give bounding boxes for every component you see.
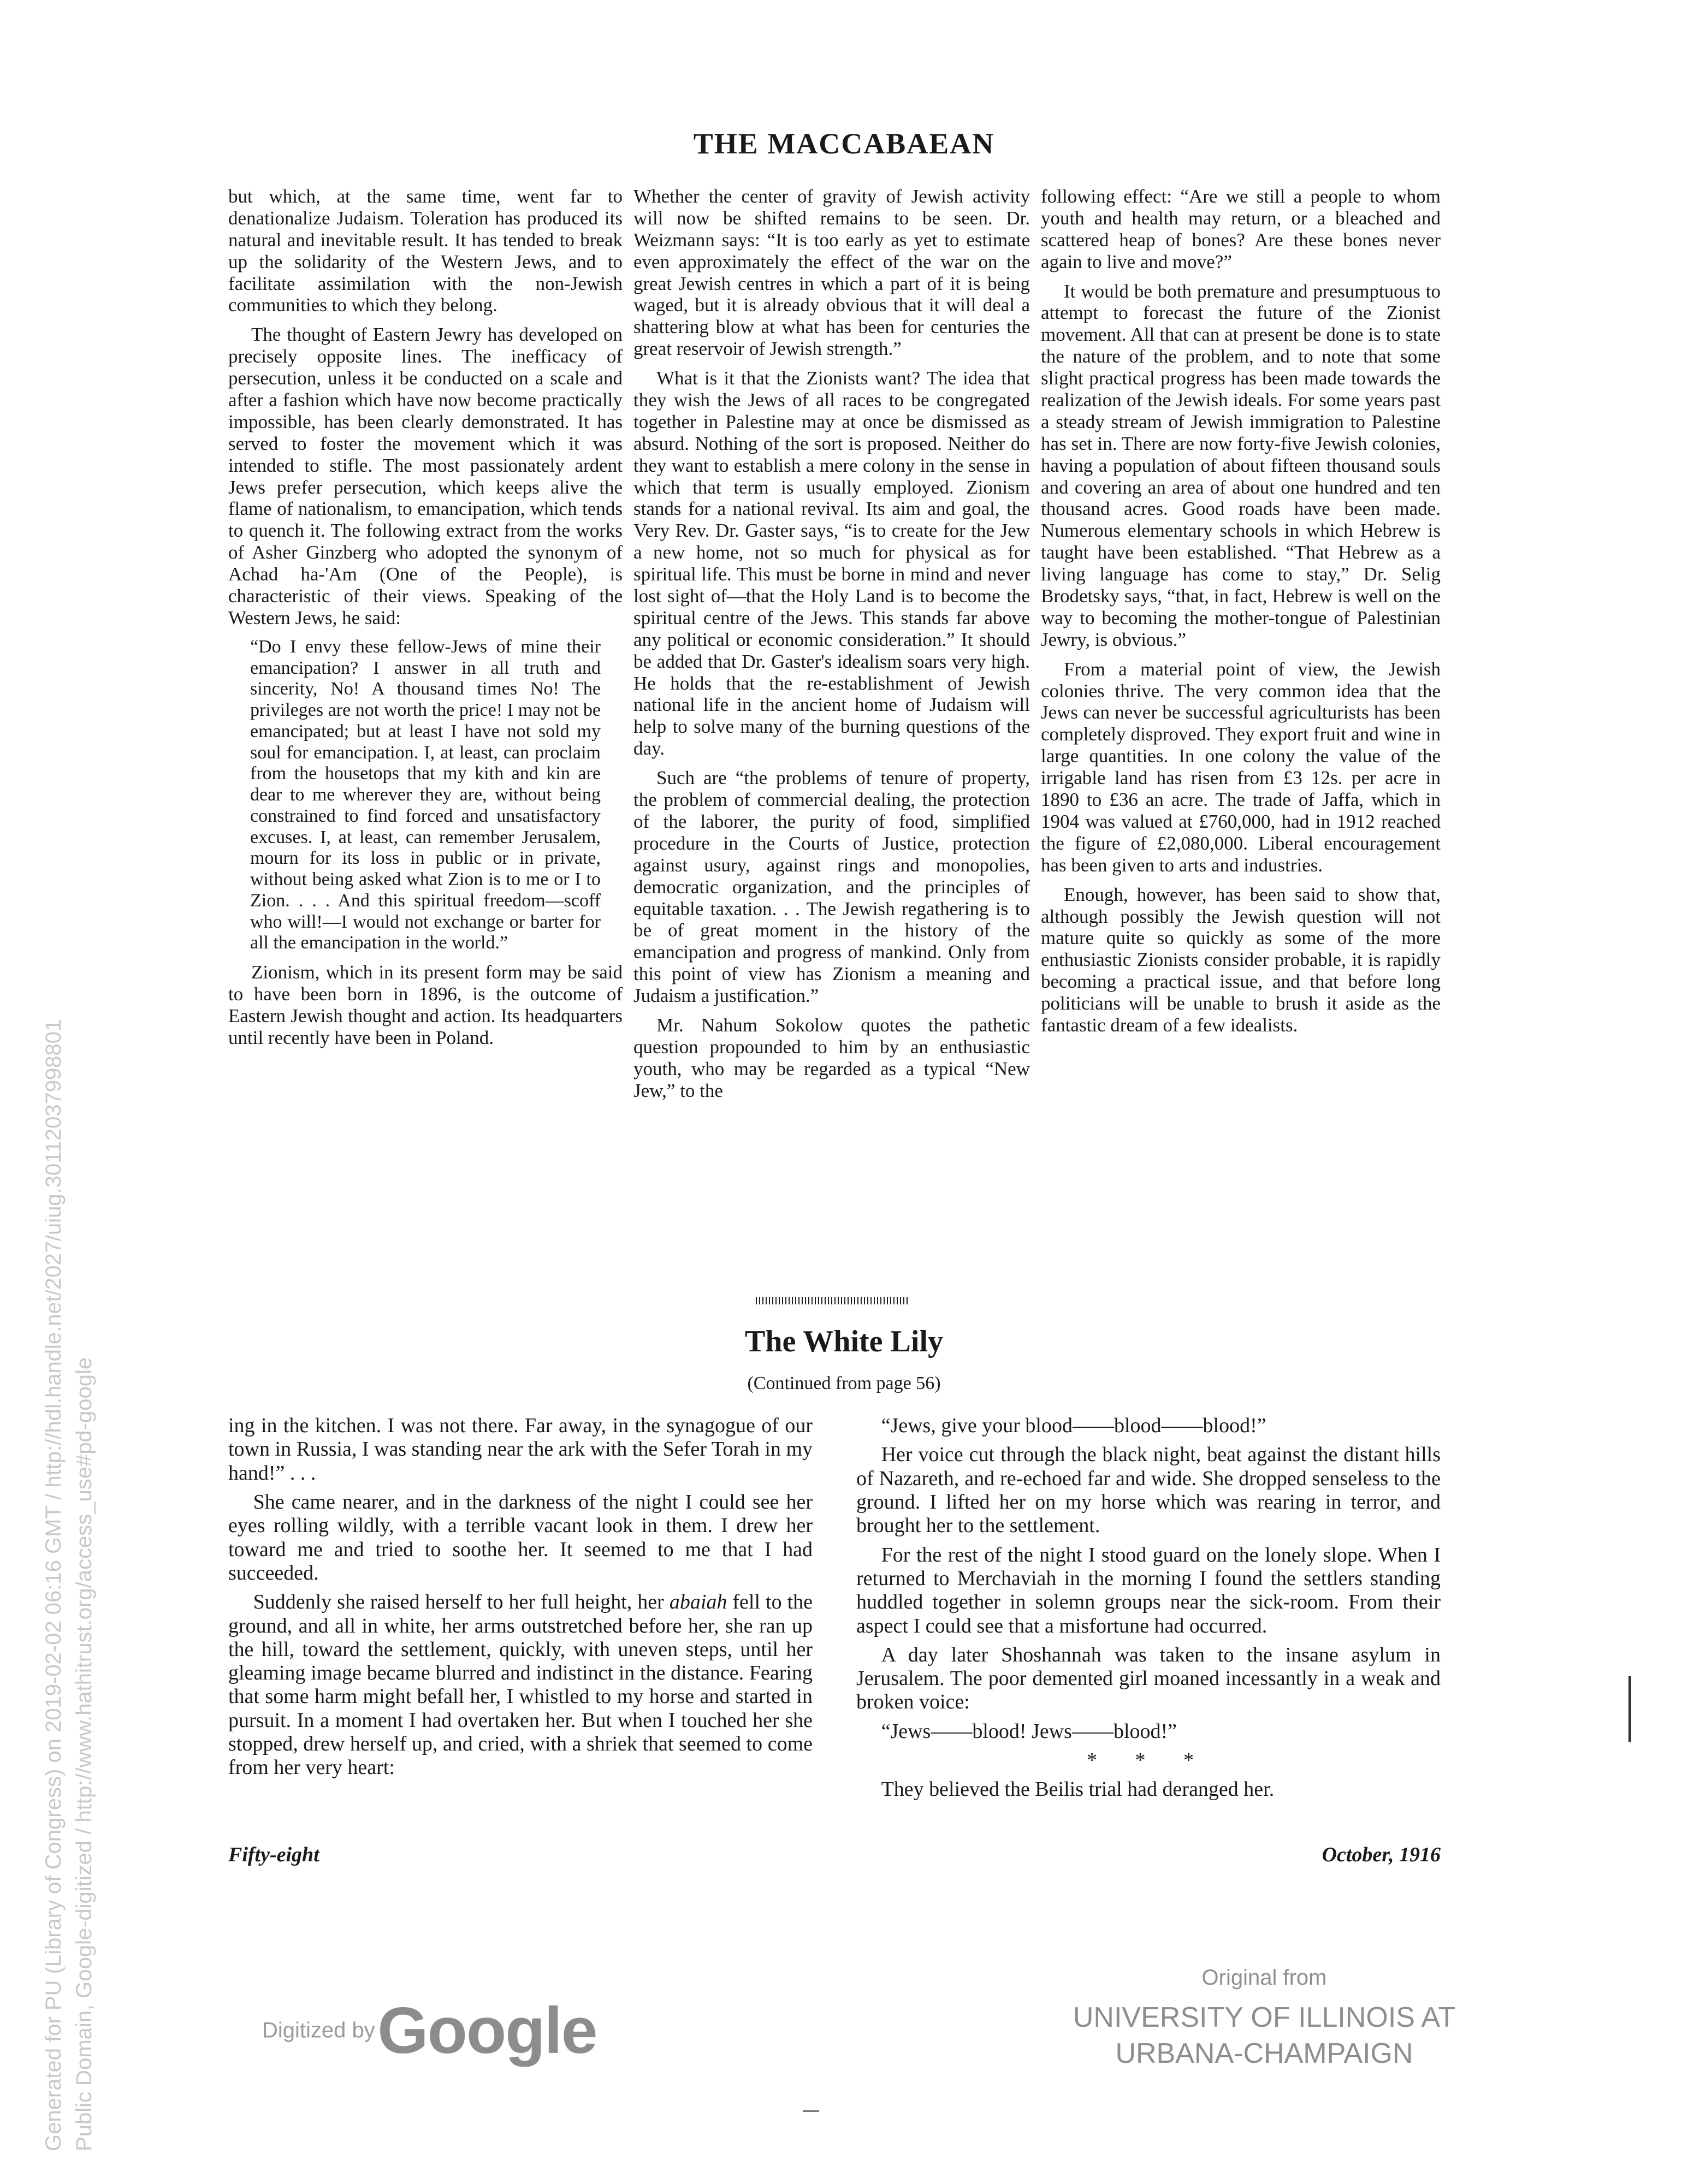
paragraph: “Jews, give your blood——blood——blood!” [881, 1414, 1266, 1437]
issue-date: October, 1916 [1322, 1843, 1441, 1866]
paragraph: From a material point of view, the Jewish colonies thrive. The very common idea that the Jews can never be successful agriculturists has been completely disproved. They export fruit and wine in large quantities. In one colony the value of the irrigable land has risen from £3 12s. per acre in 1890 to £36 an acre. The trade of Jaffa, which in 1904 was valued at £760,000, had in 1912 reached the figure of £2,080,000. Liberal encouragement has been given to arts and industries. [1041, 658, 1441, 876]
story-title: The White Lily [744, 1325, 943, 1358]
text-run: Suddenly she raised herself to her full height, her [253, 1590, 670, 1614]
section-stars: * * * [1087, 1749, 1210, 1772]
original-from-label: Original from [1201, 1966, 1327, 1990]
paragraph: The thought of Eastern Jewry has developed on precisely opposite lines. The inefficacy of persecution, unless it be conducted on a scale and after a fashion which have now become practically impossible, has been clearly demonstrated. It has served to foster the movement which it was intended to stifle. The most passionately ardent Jews prefer persecution, which keeps alive the flame of nationalism, to emancipation, which tends to quench it. The following extract from the works of Asher Ginzberg who adopted the synonym of Achad ha-'Am (One of the People), is characteristic of their views. Speaking of the Western Jews, he said: [228, 324, 623, 628]
paragraph: Her voice cut through the black night, beat against the distant hills of Nazareth, and re-echoed far and wide. She dropped senseless to the ground. I lifted her on my horse which was rearing in terror, and brought her to the settlement. [856, 1443, 1441, 1538]
sidebar-line: Public Domain, Google-digitized / http://www.hathitrust.org/access_use#pd-google [72, 1357, 96, 2151]
original-from-watermark [1038, 1966, 1491, 2070]
paragraph: Zionism, which in its present form may be said to have been born in 1896, is the outcome of Eastern Jewish thought and action. Its headquarters until recently have been in Poland. [228, 962, 623, 1048]
paragraph: Whether the center of gravity of Jewish activity will now be shifted remains to be seen. Dr. Weizmann says: “It is too early as yet to estimate even approximately the effect of the war on the great Jewish centres in which a part of it is being waged, but it is already obvious that it will deal a shattering blow at what has been for centuries the great reservoir of Jewish strength.” [633, 186, 1030, 360]
paragraph: They believed the Beilis trial had deranged her. [881, 1778, 1275, 1801]
story-subtitle: (Continued from page 56) [747, 1373, 941, 1393]
paragraph: ing in the kitchen. I was not there. Far away, in the synagogue of our town in Russia, I was standing near the ark with the Sefer Torah in my hand!” . . . [228, 1414, 813, 1485]
text-run: fell to the ground, and all in white, her arms outstretched before her, she ran up the hill, toward the settlement, quickly, with uneven steps, until her gleaming image became blurred and indistinct in the distance. Fearing that some harm might befall her, I whistled to my horse and started in pursuit. In a moment I had overtaken her. But when I touched her she stopped, drew herself up, and cried, with a shriek that seemed to come from her very heart: [228, 1590, 813, 1779]
paragraph: What is it that the Zionists want? The idea that they wish the Jews of all races to be congregated together in Palestine may at once be dismissed as absurd. Nothing of the sort is proposed. Neither do they want to establish a mere colony in the sense in which that term is usually employed. Zionism stands for a national revival. Its aim and goal, the Very Rev. Dr. Gaster says, “is to create for the Jew a new home, not so much for physical as for spiritual life. This must be borne in mind and never lost sight of—that the Holy Land is to become the spiritual centre of the Jews. This stands far above any political or economic consideration.” It should be added that Dr. Gaster's idealism soars very high. He holds that the re-establishment of Jewish national life in the ancient home of Judaism will help to solve many of the burning questions of the day. [633, 367, 1030, 759]
masthead: THE MACCABAEAN [693, 127, 995, 160]
paragraph: Mr. Nahum Sokolow quotes the pathetic question propounded to him by an enthusiastic youth, who may be regarded as a typical “New Jew,” to the [633, 1014, 1030, 1101]
block-quote: “Do I envy these fellow-Jews of mine their emancipation? I answer in all truth and sincerity, No! A thousand times No! The privileges are not worth the price! I may not be emancipated; but at least I have not sold my soul for emancipation. I, at least, can proclaim from the housetops that my kith and kin are dear to me wherever they are, without being constrained to find forced and unsatisfactory excuses. I, at least, can remember Jerusalem, mourn for its loss in public or in private, without being asked what Zion is to me or I to Zion. . . . And this spiritual freedom—scoff who will!—I would not exchange or barter for all the emancipation in the world.” [250, 636, 601, 953]
paragraph: “Jews——blood! Jews——blood!” [881, 1719, 1177, 1743]
paragraph: A day later Shoshannah was taken to the insane asylum in Jerusalem. The poor demented girl moaned incessantly in a weak and broken voice: [856, 1643, 1441, 1714]
section-divider [756, 1297, 909, 1304]
university-line-1: UNIVERSITY OF ILLINOIS AT [1073, 2002, 1456, 2033]
hathitrust-sidebar [38, 786, 99, 2151]
paragraph: She came nearer, and in the darkness of the night I could see her eyes rolling wildly, with a terrible vacant look in them. I drew her toward me and tried to soothe her. It seemed to me that I had succeeded. [228, 1490, 813, 1584]
paragraph: Enough, however, has been said to show that, although possibly the Jewish question will not mature quite so quickly as some of the more enthusiastic Zionists consider probable, it is rapidly becoming a practical issue, and that before long politicians will be unable to brush it aside as the fantastic dream of a few idealists. [1041, 883, 1441, 1036]
paragraph: but which, at the same time, went far to denationalize Judaism. Toleration has produced its natural and inevitable result. It has tended to break up the solidarity of the Western Jews, and to facilitate assimilation with the non-Jewish communities to which they belong. [228, 186, 623, 316]
article-column-1 [228, 186, 623, 1057]
story-column-right [856, 1414, 1441, 1807]
google-logo: Google [377, 1994, 597, 2067]
paragraph: Such are “the problems of tenure of property, the problem of commercial dealing, the protection of the laborer, the purity of food, simplified procedure in the Courts of Justice, protection against usury, against rings and monopolies, democratic organization, and the principles of equitable taxation. . . The Jewish regathering is to be of great moment in the history of the emancipation and progress of mankind. Only from this point of view has Zionism a meaning and Judaism a justification.” [633, 767, 1030, 1007]
page-number: Fifty-eight [228, 1843, 319, 1866]
paragraph: For the rest of the night I stood guard on the lonely slope. When I returned to Merchaviah in the morning I found the settlers standing huddled together in solemn groups near the sick-room. From their aspect I could see that a misfortune had occurred. [856, 1543, 1441, 1637]
paragraph: It would be both premature and presumptuous to attempt to forecast the future of the Zionist movement. All that can at present be done is to state the nature of the problem, and to note that some slight practical progress has been made towards the realization of the Jewish ideals. For some years past a steady stream of Jewish immigration to Palestine has set in. There are now forty-five Jewish colonies, having a population of about fifteen thousand souls and covering an area of about one hundred and ten thousand acres. Good roads have been made. Numerous elementary schools in which Hebrew is taught have been established. “That Hebrew as a living language has come to stay,” Dr. Selig Brodetsky says, “that, in fact, Hebrew is well on the way to becoming the mother-tongue of Palestinian Jewry, is obvious.” [1041, 280, 1441, 650]
story-column-left [228, 1414, 813, 1785]
paragraph: following effect: “Are we still a people to whom youth and health may return, or a bleached and scattered heap of bones? Are these bones never again to live and move?” [1041, 186, 1441, 272]
article-column-3 [1041, 186, 1441, 1044]
digitized-by-watermark [262, 1993, 597, 2068]
margin-mark [1628, 1676, 1631, 1742]
italic-word: abaiah [669, 1590, 727, 1614]
scan-dash [803, 2110, 819, 2112]
university-line-2: URBANA-CHAMPAIGN [1115, 2038, 1413, 2069]
paragraph [228, 1590, 813, 1780]
article-column-2 [633, 186, 1030, 1109]
digitized-by-label: Digitized by [262, 2018, 375, 2043]
sidebar-line: Generated for PU (Library of Congress) on 2019-02-02 06:16 GMT / http://hdl.handle.net/2027/uiug.30112037998801 [42, 1019, 66, 2151]
